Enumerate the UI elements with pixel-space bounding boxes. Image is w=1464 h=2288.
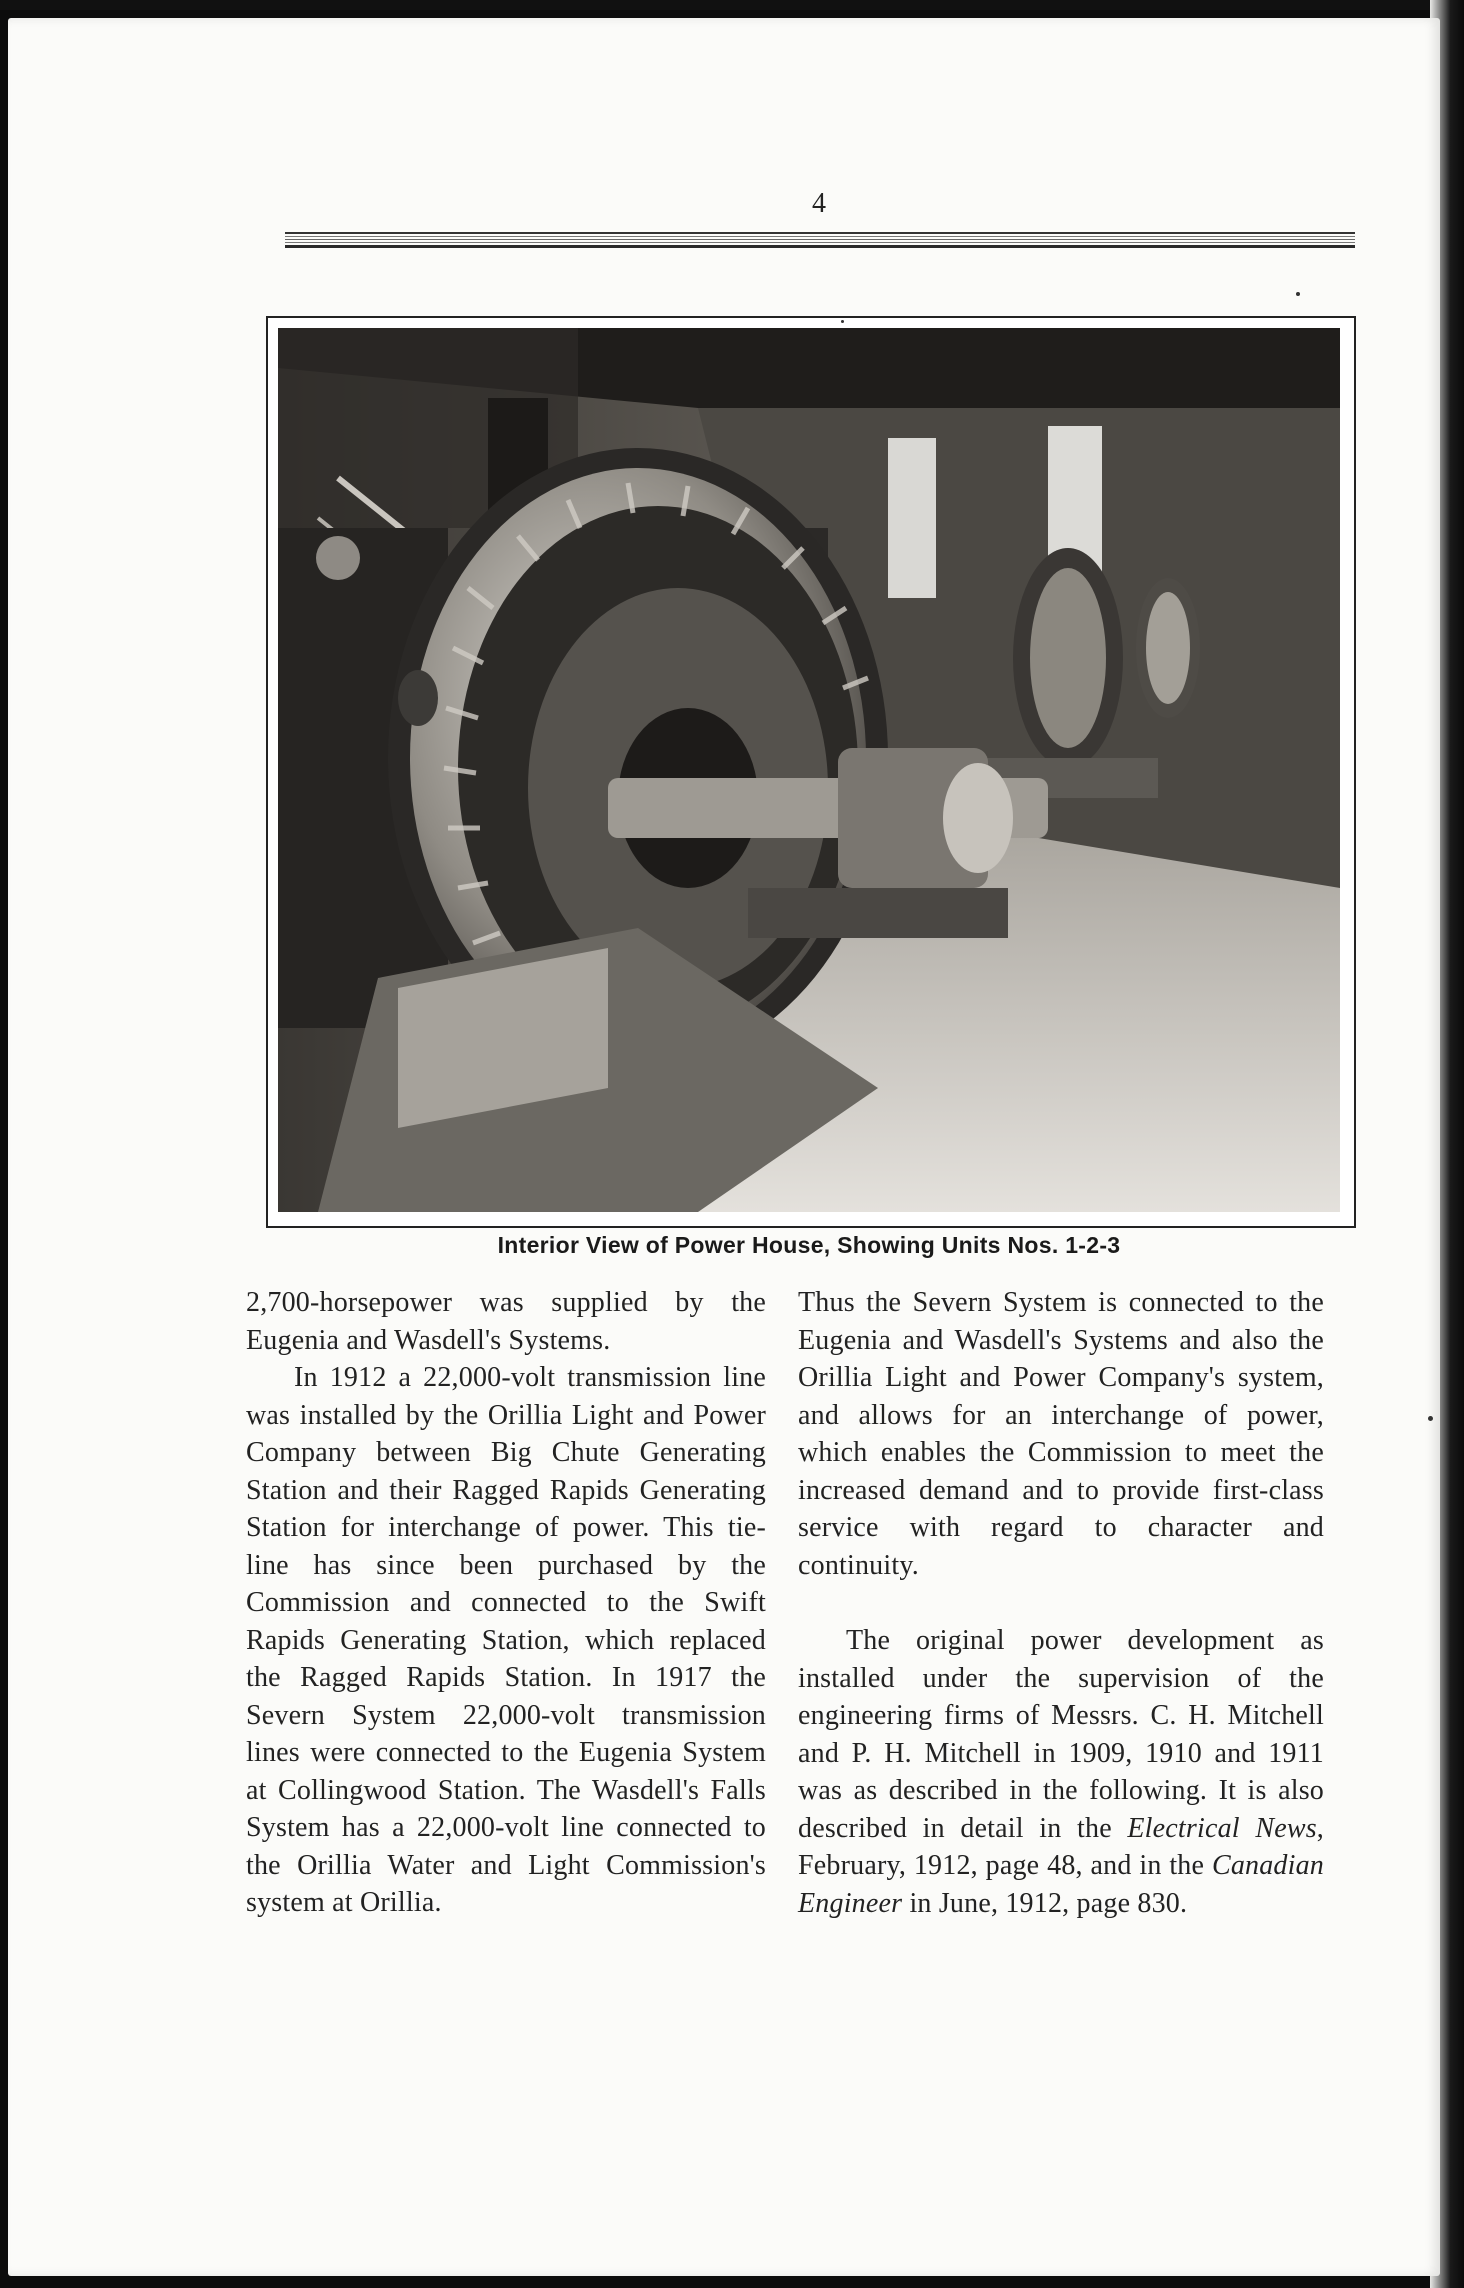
scan-speck bbox=[1296, 292, 1300, 296]
right-paragraph-1: Thus the Severn System is connected to the Eugenia and Wasdell's Systems and also the Orillia Light and Power Company's system, and allows for an interchange of power, which enables the Commission to meet the increased demand and to provide first-class service with regard to character and continuity. bbox=[798, 1287, 1324, 1581]
left-text-column bbox=[246, 1284, 766, 1922]
photo-frame bbox=[266, 316, 1356, 1228]
page-number: 4 bbox=[812, 188, 826, 219]
power-house-interior-photo bbox=[278, 328, 1340, 1212]
scan-speck bbox=[1428, 1416, 1433, 1421]
right-text-column bbox=[798, 1284, 1324, 1922]
left-paragraph-2: In 1912 a 22,000-volt transmission line was installed by the Orillia Light and Power Company between Big Chute Generating Station and their Ragged Rapids Generating Station for interchange of power. This tie-line has since been purchased by the Commission and connected to the Swift Rapids Generating Station, which replaced the Ragged Rapids Station. In 1917 the Severn System 22,000-volt transmission lines were connected to the Eugenia System at Collingwood Station. The Wasdell's Falls System has a 22,000-volt line connected to the Orillia Water and Light Commission's system at Orillia. bbox=[246, 1362, 766, 1918]
scan-top-edge bbox=[0, 0, 1464, 10]
scan-speck bbox=[841, 320, 844, 323]
source-electrical-news: Electrical News bbox=[1127, 1812, 1317, 1844]
right-paragraph-2 bbox=[798, 1622, 1324, 1922]
right-paragraph-2-text-a: The original power development as installed under the supervision of the engineering firms of Messrs. C. H. Mitchell and P. H. Mitchell in 1909, 1910 and 1911 was as described in the following. It is also described in detail in the bbox=[798, 1625, 1324, 1844]
right-paragraph-2-text-b: , February, 1912, page 48, and in the bbox=[798, 1812, 1324, 1881]
header-rule bbox=[285, 232, 1355, 248]
left-paragraph-1: 2,700-horsepower was supplied by the Eugenia and Wasdell's Systems. bbox=[246, 1287, 766, 1356]
photo-caption: Interior View of Power House, Showing Units Nos. 1-2-3 bbox=[497, 1232, 1121, 1258]
source-canadian-engineer: Canadian Engineer bbox=[798, 1850, 1324, 1919]
right-paragraph-2-text-c: in June, 1912, page 830. bbox=[902, 1887, 1188, 1919]
